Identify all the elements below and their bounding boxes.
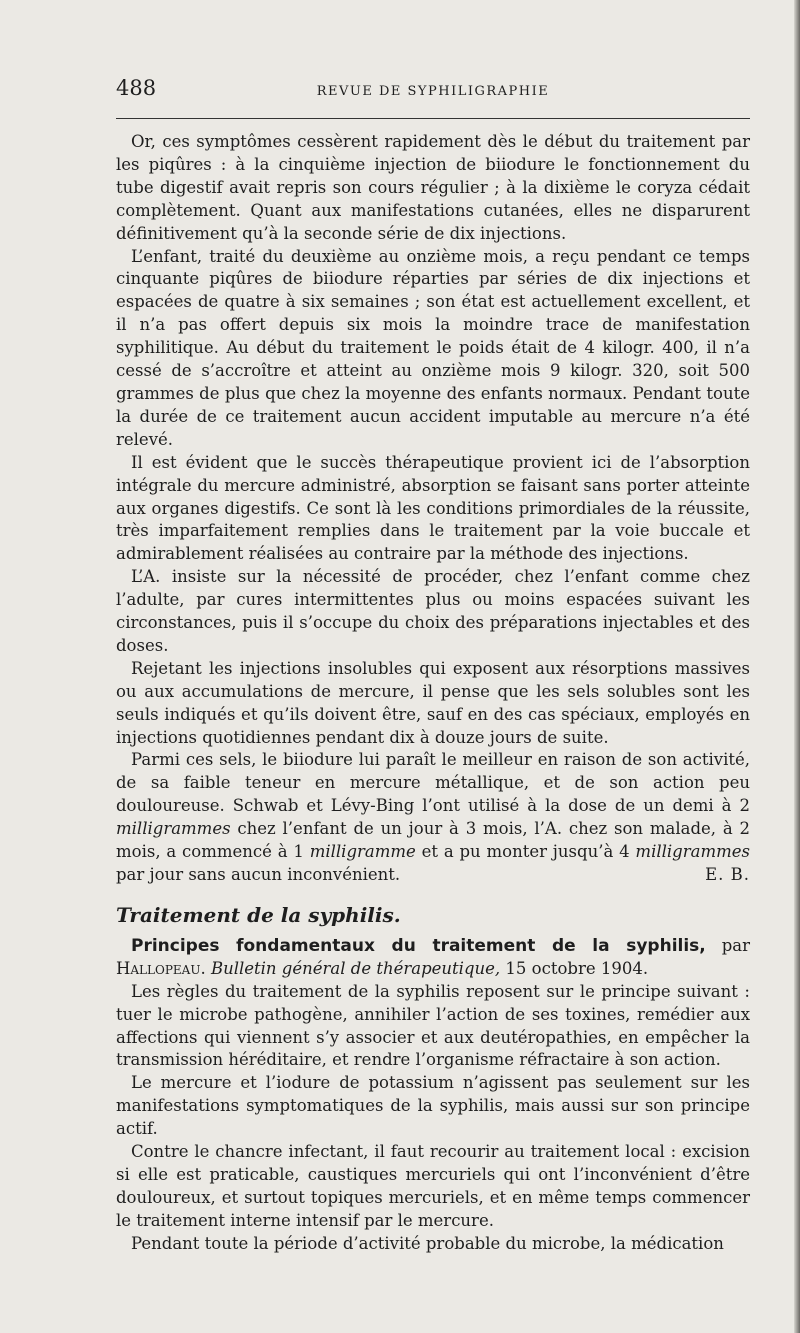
reference-by: par — [705, 935, 750, 955]
paragraph: Le mercure et l’iodure de potassium n’agissent pas seulement sur les manifestations symptomatiques de la syphilis, mais aussi sur son principe actif. — [116, 1073, 750, 1139]
paragraph: Rejetant les injections insolubles qui exposent aux résorptions massives ou aux accumulations de mercure, il pense que les sels solubles sont les seuls indiqués et qu’ils doivent être, sauf en des cas spéciaux, employés en injections quotidiennes pendant dix à douze jours de suite. — [116, 658, 750, 747]
reference-journal: Bulletin général de thérapeutique, — [210, 958, 501, 978]
text-run: Parmi ces sels, le biiodure lui paraît le meilleur en raison de son activité, de sa faible teneur en mercure métallique, et de son action peu douloureuse. Schwab et Lévy-Bing l’ont utilisé à la dose de un demi à 2 — [116, 750, 750, 816]
reference-author: Hallopeau. — [116, 958, 206, 978]
header-rule — [116, 118, 750, 119]
paragraph: L’enfant, traité du deuxième au onzième mois, a reçu pendant ce temps cinquante piqûres de biiodure réparties par séries de dix injections et espacées de quatre à six semaines ; son état est actuellement excellent, et il n’a pas offert depuis six mois la moindre trace de manifestation syphilitique. Au début du traitement le poids était de 4 kilogr. 400, il n’a cessé de s’accroître et atteint au onzième mois 9 kilogr. 320, soit 500 grammes de plus que chez la moyenne des enfants normaux. Pendant toute la durée de ce traitement aucun accident imputable au mercure n’a été relevé. — [116, 246, 750, 449]
page-header — [116, 76, 750, 106]
text-run: et a pu monter jusqu’à 4 — [415, 842, 636, 862]
paragraph: Les règles du traitement de la syphilis reposent sur le principe suivant : tuer le microbe pathogène, annihiler l’action de ses toxines, remédier aux affections qui viennent s’y associer et aux deutéropathies, en empêcher la transmission héréditaire, et rendre l’organisme réfractaire à son action. — [116, 981, 750, 1070]
page-body — [116, 131, 750, 1256]
text-run: par jour sans aucun inconvénient. — [116, 865, 401, 884]
section-heading: Traitement de la syphilis. — [116, 902, 401, 927]
page-edge-shadow — [794, 0, 800, 1333]
italic-run: milligramme — [309, 842, 416, 862]
paragraph: Pendant toute la période d’activité probable du microbe, la médication — [131, 1233, 724, 1253]
reference-line — [116, 935, 750, 981]
italic-run: milligrammes — [635, 842, 750, 862]
reference-title: Principes fondamentaux du traitement de la syphilis, — [131, 935, 706, 956]
text-run: chez l’enfant de un jour à 3 mois, l’A. chez son malade, à 2 mois, a commencé à 1 — [116, 819, 750, 862]
paragraph: L’A. insiste sur la nécessité de procéder, chez l’enfant comme chez l’adulte, par cures intermittentes plus ou moins espacées suivant les circonstances, puis il s’occupe du choix des préparations injectables et des doses. — [116, 567, 750, 655]
page-number: 488 — [116, 76, 157, 100]
running-title: REVUE DE SYPHILIGRAPHIE — [316, 84, 550, 99]
signature: E. B. — [705, 865, 750, 884]
paragraph-dosage — [116, 749, 750, 886]
italic-run: milligrammes — [116, 819, 231, 839]
reference-date: 15 octobre 1904. — [500, 958, 649, 978]
paragraph: Il est évident que le succès thérapeutique provient ici de l’absorption intégrale du mercure administré, absorption se faisant sans porter atteinte aux organes digestifs. Ce sont là les conditions primordiales de la réussite, très imparfaitement remplies dans le traitement par la voie buccale et admirablement réalisées au contraire par la méthode des injections. — [116, 452, 750, 564]
paragraph: Contre le chancre infectant, il faut recourir au traitement local : excision si elle est praticable, caustiques mercuriels qui ont l’inconvénient d’être douloureux, et surtout topiques mercuriels, et en même temps commencer le traitement interne intensif par le mercure. — [116, 1142, 750, 1230]
paragraph: Or, ces symptômes cessèrent rapidement dès le début du traitement par les piqûres : à la cinquième injection de biiodure le fonctionnement du tube digestif avait repris son cours régulier ; à la dixième le coryza cédait complètement. Quant aux manifestations cutanées, elles ne disparurent définitivement qu’à la seconde série de dix injections. — [116, 132, 750, 243]
